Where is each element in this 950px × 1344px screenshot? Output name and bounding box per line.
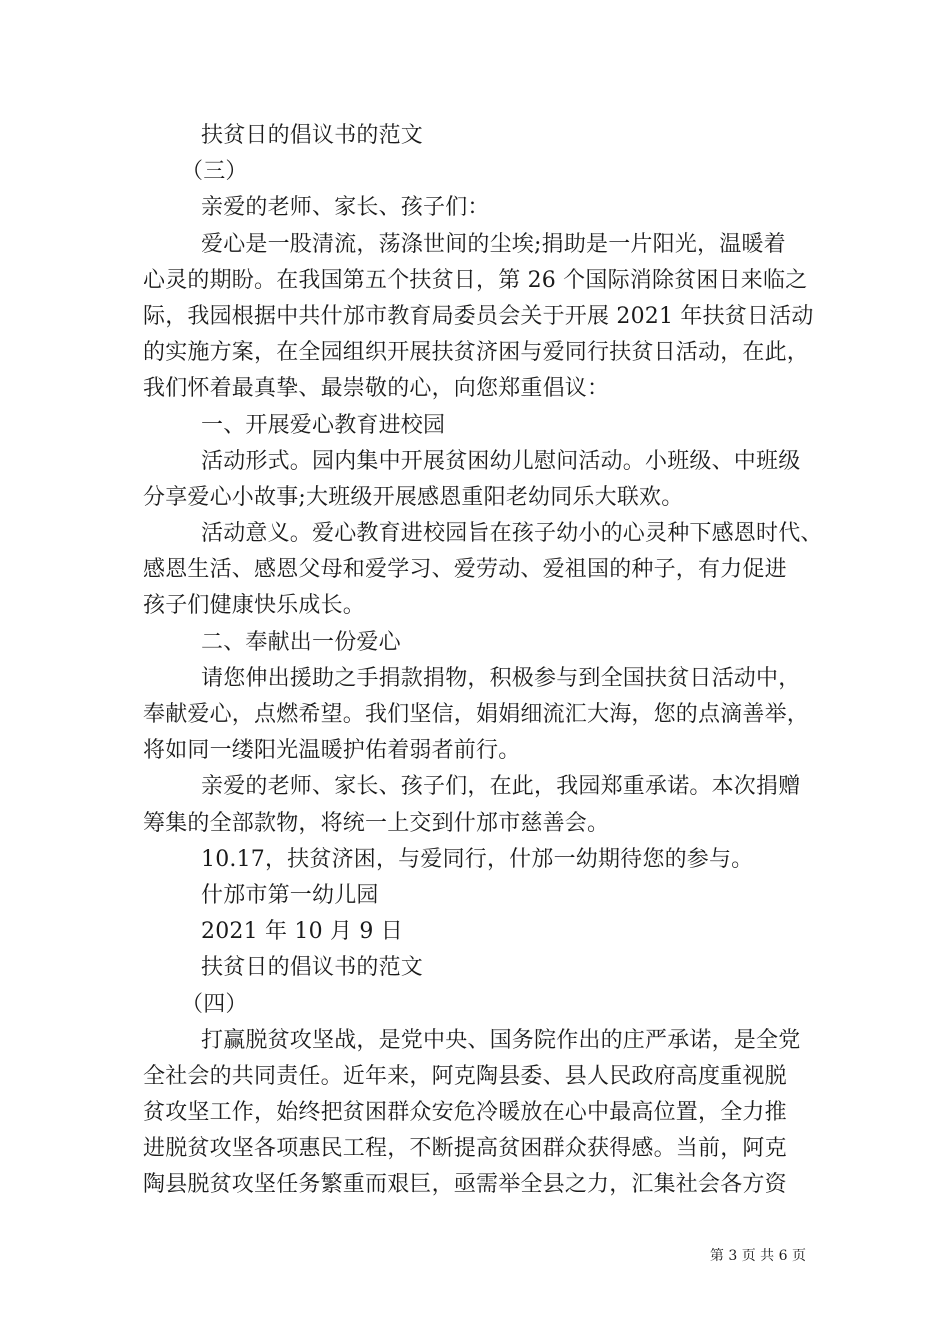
salutation: 亲爱的老师、家长、孩子们： [201, 195, 490, 221]
signature-date: 2021 年 10 月 9 日 [201, 919, 403, 945]
paragraph-line: 请您伸出援助之手捐款捐物，积极参与到全国扶贫日活动中， [201, 665, 801, 691]
subheading: 一、开展爱心教育进校园 [201, 412, 446, 438]
signature-org: 什邡市第一幼儿园 [201, 882, 379, 908]
paragraph-line: 全社会的共同责任。近年来，阿克陶县委、县人民政府高度重视脱 [143, 1063, 787, 1089]
page-number: 第 3 页 共 6 页 [709, 1248, 806, 1264]
paragraph-line: 贫攻坚工作，始终把贫困群众安危冷暖放在心中最高位置，全力推 [143, 1100, 787, 1126]
paragraph-line: 活动意义。爱心教育进校园旨在孩子幼小的心灵种下感恩时代、 [201, 521, 823, 547]
paragraph-line: 孩子们健康快乐成长。 [143, 593, 366, 619]
subheading: 二、奉献出一份爱心 [201, 629, 401, 655]
paragraph-line: 陶县脱贫攻坚任务繁重而艰巨，亟需举全县之力，汇集社会各方资 [143, 1172, 787, 1198]
paragraph-line: 的实施方案，在全园组织开展扶贫济困与爱同行扶贫日活动，在此， [143, 340, 810, 366]
paragraph-line: 分享爱心小故事;大班级开展感恩重阳老幼同乐大联欢。 [143, 484, 684, 510]
section-number: （四） [181, 991, 248, 1017]
paragraph-line: 奉献爱心，点燃希望。我们坚信，娟娟细流汇大海，您的点滴善举， [143, 702, 810, 727]
paragraph-line: 际，我园根据中共什邡市教育局委员会关于开展 2021 年扶贫日活动 [143, 303, 814, 329]
paragraph-line: 10.17，扶贫济困，与爱同行，什邡一幼期待您的参与。 [201, 846, 754, 872]
section-number: （三） [181, 159, 248, 185]
paragraph-line: 活动形式。园内集中开展贫困幼儿慰问活动。小班级、中班级 [201, 448, 801, 474]
paragraph-line: 感恩生活、感恩父母和爱学习、爱劳动、爱祖国的种子，有力促进 [143, 557, 787, 583]
paragraph-line: 将如同一缕阳光温暖护佑着弱者前行。 [143, 738, 521, 764]
paragraph-line: 爱心是一股清流，荡涤世间的尘埃;捐助是一片阳光，温暖着 [201, 231, 786, 257]
paragraph-line: 进脱贫攻坚各项惠民工程，不断提高贫困群众获得感。当前，阿克 [143, 1136, 787, 1162]
paragraph-line: 打赢脱贫攻坚战，是党中央、国务院作出的庄严承诺，是全党 [201, 1027, 801, 1053]
document-body [143, 118, 823, 1204]
section-title: 扶贫日的倡议书的范文 [201, 123, 424, 148]
section-title: 扶贫日的倡议书的范文 [201, 955, 424, 981]
paragraph-line: 亲爱的老师、家长、孩子们，在此，我园郑重承诺。本次捐赠 [201, 774, 801, 800]
paragraph-line: 筹集的全部款物，将统一上交到什邡市慈善会。 [143, 810, 610, 836]
paragraph-line: 心灵的期盼。在我国第五个扶贫日，第 26 个国际消除贫困日来临之 [143, 267, 808, 293]
paragraph-line: 我们怀着最真挚、最崇敬的心，向您郑重倡议： [143, 376, 610, 402]
